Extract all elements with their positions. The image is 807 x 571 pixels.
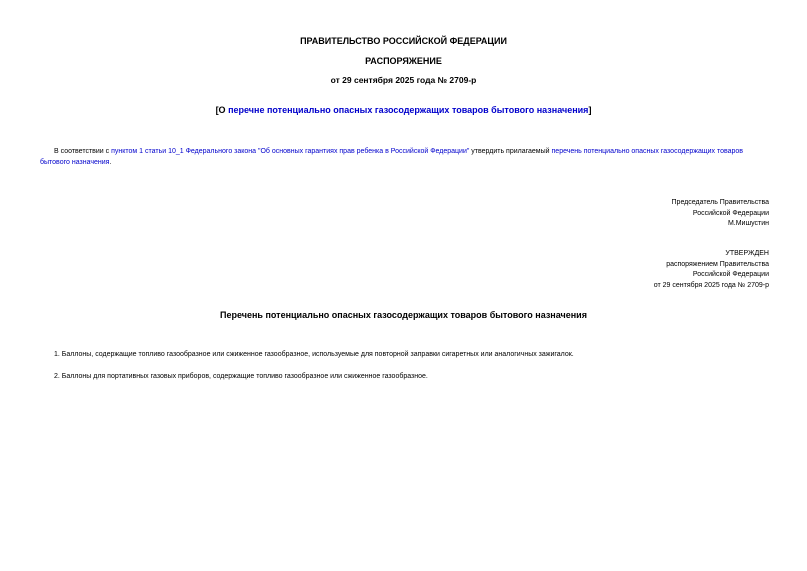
document-type-heading: РАСПОРЯЖЕНИЕ: [365, 56, 442, 66]
title-close-bracket: ]: [588, 105, 592, 115]
government-heading: ПРАВИТЕЛЬСТВО РОССИЙСКОЙ ФЕДЕРАЦИИ: [300, 36, 507, 46]
signature-block: [672, 198, 769, 230]
signature-name: М.Мишустин: [727, 220, 769, 227]
signature-position: Председатель Правительства: [671, 199, 769, 206]
title-open-bracket: [О: [215, 105, 229, 115]
document-date-line: от 29 сентября 2025 года № 2709-р: [330, 75, 477, 85]
main-paragraph: [40, 146, 770, 168]
signature-country: Российской Федерации: [692, 209, 769, 217]
document-title: [0, 105, 807, 115]
list-item: 2. Баллоны для портативных газовых приборов, содержащие топливо газообразное или сжиженное газообразное.: [54, 373, 428, 380]
approval-line: Российской Федерации: [692, 271, 769, 278]
approval-date: от 29 сентября 2025 года № 2709-р: [653, 281, 769, 289]
paragraph-text: .: [109, 159, 112, 166]
approval-block: [654, 249, 769, 291]
law-link[interactable]: пунктом 1 статьи 10_1 Федерального закона "Об основных гарантиях прав ребенка в Российской Федерации": [111, 148, 470, 155]
list-link[interactable]: перечень потенциально опасных газосодержащих товаров бытового назначения: [40, 148, 744, 166]
list-title: Перечень потенциально опасных газосодержащих товаров бытового назначения: [220, 310, 587, 320]
approval-line: распоряжением Правительства: [666, 260, 769, 268]
paragraph-text: утвердить прилагаемый: [469, 148, 552, 155]
list-item: 1. Баллоны, содержащие топливо газообразное или сжиженное газообразное, используемые для повторной заправки сигаретных или аналогичных зажигалок.: [54, 351, 574, 358]
approval-label: УТВЕРЖДЕН: [725, 250, 769, 257]
title-link[interactable]: перечне потенциально опасных газосодержащих товаров бытового назначения: [228, 105, 589, 115]
paragraph-text: В соответствии с: [54, 148, 112, 155]
